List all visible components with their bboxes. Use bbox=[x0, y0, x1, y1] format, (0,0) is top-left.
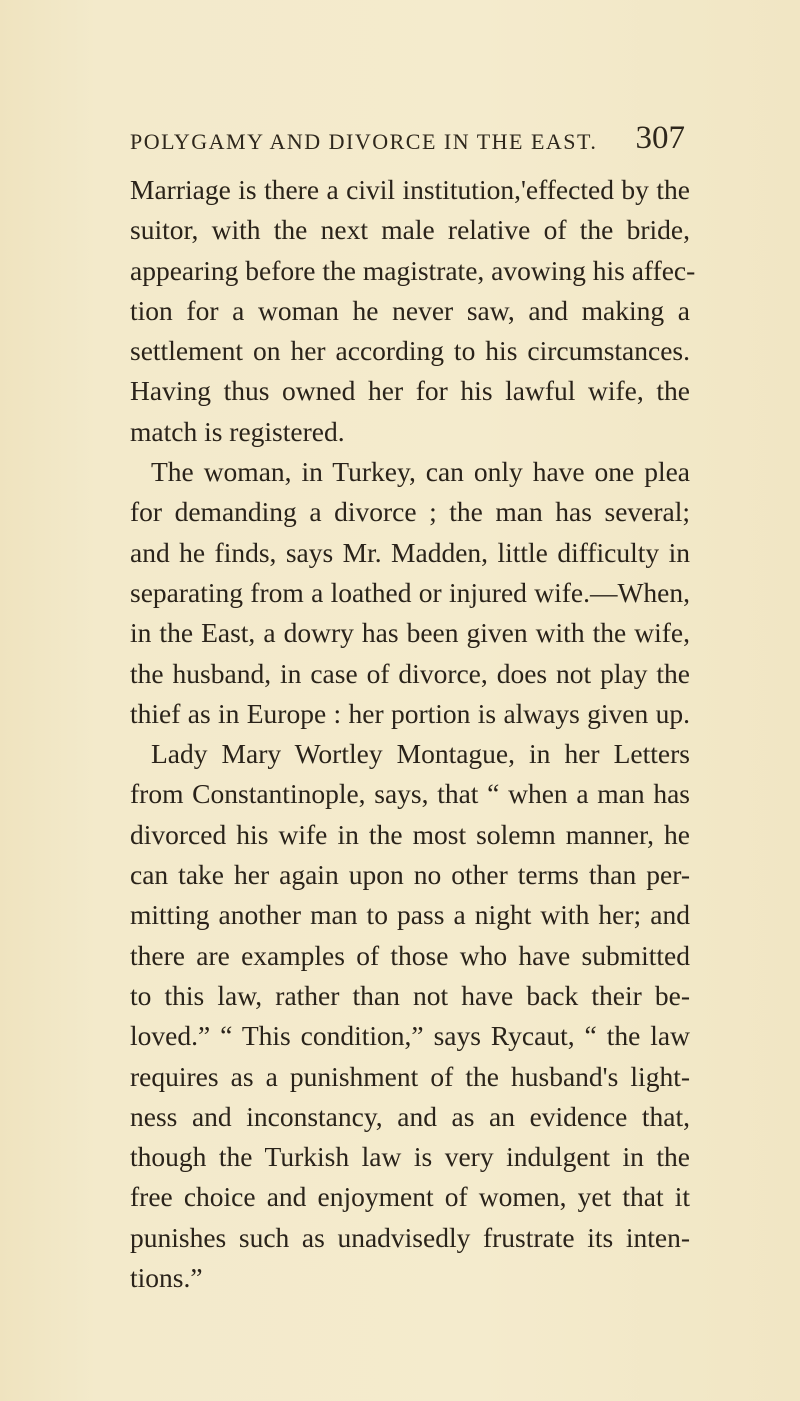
text-line: the husband, in case of divorce, does not play the bbox=[130, 657, 690, 689]
text-line: match is registered. bbox=[130, 415, 345, 447]
body-text bbox=[130, 170, 696, 1298]
text-line: settlement on her according to his circumstances. bbox=[130, 335, 690, 367]
text-line: suitor, with the next male relative of the bride, bbox=[130, 214, 690, 246]
text-line: mitting another man to pass a night with her; and bbox=[130, 899, 690, 931]
page-header bbox=[130, 120, 685, 160]
text-line: Having thus owned her for his lawful wife, the bbox=[130, 375, 690, 407]
text-line: appearing before the magistrate, avowing his affec- bbox=[130, 254, 696, 286]
text-line: though the Turkish law is very indulgent in the bbox=[130, 1141, 690, 1173]
text-line: punishes such as unadvisedly frustrate its inten- bbox=[130, 1221, 690, 1253]
text-line: to this law, rather than not have back their be- bbox=[130, 979, 690, 1011]
running-head: POLYGAMY AND DIVORCE IN THE EAST. bbox=[130, 129, 598, 154]
text-line: tion for a woman he never saw, and making a bbox=[130, 294, 690, 326]
text-line: and he finds, says Mr. Madden, little difficulty in bbox=[130, 536, 690, 568]
text-line: free choice and enjoyment of women, yet that it bbox=[130, 1181, 690, 1213]
text-line: separating from a loathed or injured wife.—When, bbox=[130, 576, 690, 608]
text-line: loved.” “ This condition,” says Rycaut, “ the law bbox=[130, 1020, 690, 1052]
text-line: ness and inconstancy, and as an evidence that, bbox=[130, 1100, 690, 1132]
text-line: can take her again upon no other terms than per- bbox=[130, 859, 690, 891]
page-number: 307 bbox=[635, 120, 685, 156]
text-line: requires as a punishment of the husband's light- bbox=[130, 1060, 690, 1092]
text-line: tions.” bbox=[130, 1262, 203, 1294]
text-line: from Constantinople, says, that “ when a man has bbox=[130, 778, 690, 810]
text-line: The woman, in Turkey, can only have one plea bbox=[151, 456, 690, 488]
text-line: Marriage is there a civil institution,'effected by the bbox=[130, 174, 690, 205]
text-line: Lady Mary Wortley Montague, in her Letters bbox=[151, 738, 690, 770]
text-line: thief as in Europe : her portion is always given up. bbox=[130, 697, 690, 729]
text-line: for demanding a divorce ; the man has several; bbox=[130, 496, 690, 528]
text-line: there are examples of those who have submitted bbox=[130, 939, 690, 971]
text-line: divorced his wife in the most solemn manner, he bbox=[130, 818, 690, 850]
text-line: in the East, a dowry has been given with the wife, bbox=[130, 617, 690, 649]
